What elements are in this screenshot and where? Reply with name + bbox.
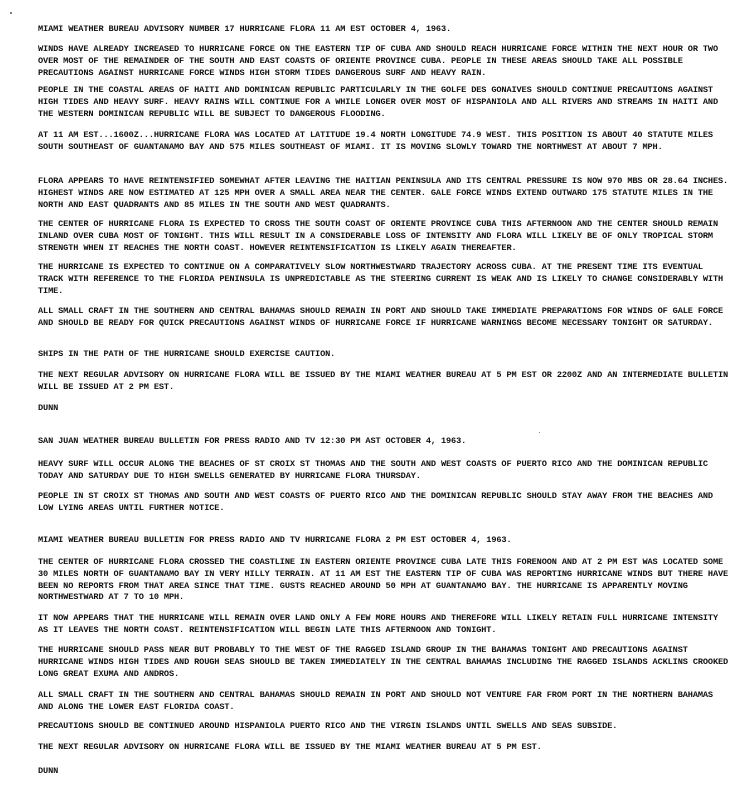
bulletin-signature: DUNN: [38, 766, 59, 776]
advisory-paragraph: THE HURRICANE IS EXPECTED TO CONTINUE ON A COMPARATIVELY SLOW NORTHWESTWARD TRAJECTORY ACROSS CUBA. AT THE PRESENT TIME ITS EVENTUAL TRACK WITH REFERENCE TO THE FLORIDA PENINSULA IS UNPREDICTABLE AS THE STEERING CURRENT IS WEAK AND IS LIKELY TO CHANGE CONSIDERABLY WITH TIME.: [38, 262, 724, 296]
advisory-paragraph: WINDS HAVE ALREADY INCREASED TO HURRICANE FORCE ON THE EASTERN TIP OF CUBA AND SHOULD REACH HURRICANE FORCE WITHIN THE NEXT HOUR OR TWO OVER MOST OF THE REMAINDER OF THE SOUTH AND EAST COASTS OF ORIENTE PROVINCE CUBA. PEOPLE IN THESE AREAS SHOULD TAKE ALL POSSIBLE PRECAUTIONS AGAINST HURRICANE FORCE WINDS HIGH STORM TIDES DANGEROUS SURF AND HEAVY RAIN.: [38, 44, 719, 78]
advisory-paragraph: AT 11 AM EST...1600Z...HURRICANE FLORA WAS LOCATED AT LATITUDE 19.4 NORTH LONGITUDE 74.9 WEST. THIS POSITION IS ABOUT 40 STATUTE MILES SOUTH SOUTHEAST OF GUANTANAMO BAY AND 575 MILES SOUTHEAST OF MIAMI. IT IS MOVING SLOWLY TOWARD THE NORTHWEST AT ABOUT 7 MPH.: [38, 130, 713, 152]
bulletin-paragraph: PEOPLE IN ST CROIX ST THOMAS AND SOUTH AND WEST COASTS OF PUERTO RICO AND THE DOMINICAN REPUBLIC SHOULD STAY AWAY FROM THE BEACHES AND LOW LYING AREAS UNTIL FURTHER NOTICE.: [38, 491, 713, 513]
bulletin-paragraph: IT NOW APPEARS THAT THE HURRICANE WILL REMAIN OVER LAND ONLY A FEW MORE HOURS AND THEREFORE WILL LIKELY RETAIN FULL HURRICANE INTENSITY AS IT LEAVES THE NORTH COAST. REINTENSIFICATION WILL BEGIN LATE THIS AFTERNOON AND TONIGHT.: [38, 613, 719, 635]
bulletin-paragraph: ALL SMALL CRAFT IN THE SOUTHERN AND CENTRAL BAHAMAS SHOULD REMAIN IN PORT AND SHOULD NOT VENTURE FAR FROM PORT IN THE NORTHERN BAHAMAS AND ALONG THE LOWER EAST FLORIDA COAST.: [38, 690, 713, 712]
advisory-paragraph: ALL SMALL CRAFT IN THE SOUTHERN AND CENTRAL BAHAMAS SHOULD REMAIN IN PORT AND SHOULD TAKE IMMEDIATE PREPARATIONS FOR WINDS OF GALE FORCE AND SHOULD BE READY FOR QUICK PRECAUTIONS AGAINST WINDS OF HURRICANE FORCE IF HURRICANE WARNINGS BECOME NECESSARY TONIGHT OR SATURDAY.: [38, 306, 724, 328]
scan-speck: [539, 432, 540, 433]
advisory-paragraph: THE CENTER OF HURRICANE FLORA IS EXPECTED TO CROSS THE SOUTH COAST OF ORIENTE PROVINCE CUBA THIS AFTERNOON AND THE CENTER SHOULD REMAIN INLAND OVER CUBA MOST OF TONIGHT. THIS WILL RESULT IN A CONSIDERABLE LOSS OF INTENSITY AND FLORA WILL LIKELY BE OF ONLY TROPICAL STORM STRENGTH WHEN IT REACHES THE NORTH COAST. HOWEVER REINTENSIFICATION IS LIKELY AGAIN THEREAFTER.: [38, 219, 719, 253]
advisory-paragraph: THE NEXT REGULAR ADVISORY ON HURRICANE FLORA WILL BE ISSUED BY THE MIAMI WEATHER BUREAU AT 5 PM EST OR 2200Z AND AN INTERMEDIATE BULLETIN WILL BE ISSUED AT 2 PM EST.: [38, 370, 729, 392]
advisory-header: MIAMI WEATHER BUREAU ADVISORY NUMBER 17 HURRICANE FLORA 11 AM EST OCTOBER 4, 1963.: [38, 24, 452, 34]
advisory-signature: DUNN: [38, 403, 59, 413]
bulletin-paragraph: THE NEXT REGULAR ADVISORY ON HURRICANE FLORA WILL BE ISSUED BY THE MIAMI WEATHER BUREAU AT 5 PM EST.: [38, 742, 542, 752]
bulletin-paragraph: THE HURRICANE SHOULD PASS NEAR BUT PROBABLY TO THE WEST OF THE RAGGED ISLAND GROUP IN THE BAHAMAS TONIGHT AND PRECAUTIONS AGAINST HURRICANE WINDS HIGH TIDES AND ROUGH SEAS SHOULD BE TAKEN IMMEDIATELY IN THE CENTRAL BAHAMAS INCLUDING THE RAGGED ISLANDS ACKLINS CROOKED LONG GREAT EXUMA AND ANDROS.: [38, 645, 729, 679]
scan-speck: [10, 12, 12, 14]
bulletin-paragraph: HEAVY SURF WILL OCCUR ALONG THE BEACHES OF ST CROIX ST THOMAS AND THE SOUTH AND WEST COASTS OF PUERTO RICO AND THE DOMINICAN REPUBLIC TODAY AND SATURDAY DUE TO HIGH SWELLS GENERATED BY HURRICANE FLORA THURSDAY.: [38, 459, 708, 481]
bulletin-paragraph: THE CENTER OF HURRICANE FLORA CROSSED THE COASTLINE IN EASTERN ORIENTE PROVINCE CUBA LATE THIS FORENOON AND AT 2 PM EST WAS LOCATED SOME 30 MILES NORTH OF GUANTANAMO BAY IN VERY HILLY TERRAIN. AT 11 AM EST THE EASTERN TIP OF CUBA WAS REPORTING HURRICANE WINDS BUT THERE HAVE BEEN NO REPORTS FROM THAT AREA SINCE THAT TIME. GUSTS REACHED AROUND 50 MPH AT GUANTANAMO BAY. THE HURRICANE IS APPARENTLY MOVING NORTHWESTWARD AT 7 TO 10 MPH.: [38, 557, 729, 603]
advisory-paragraph: SHIPS IN THE PATH OF THE HURRICANE SHOULD EXERCISE CAUTION.: [38, 349, 336, 359]
advisory-paragraph: FLORA APPEARS TO HAVE REINTENSIFIED SOMEWHAT AFTER LEAVING THE HAITIAN PENINSULA AND ITS CENTRAL PRESSURE IS NOW 970 MBS OR 28.64 INCHES. HIGHEST WINDS ARE NOW ESTIMATED AT 125 MPH OVER A SMALL AREA NEAR THE CENTER. GALE FORCE WINDS EXTEND OUTWARD 175 STATUTE MILES IN THE NORTH AND EAST QUADRANTS AND 85 MILES IN THE SOUTH AND WEST QUADRANTS.: [38, 176, 729, 210]
bulletin-header: MIAMI WEATHER BUREAU BULLETIN FOR PRESS RADIO AND TV HURRICANE FLORA 2 PM EST OCTOBER 4, 1963.: [38, 535, 512, 545]
bulletin-header: SAN JUAN WEATHER BUREAU BULLETIN FOR PRESS RADIO AND TV 12:30 PM AST OCTOBER 4, 1963.: [38, 436, 467, 446]
bulletin-paragraph: PRECAUTIONS SHOULD BE CONTINUED AROUND HISPANIOLA PUERTO RICO AND THE VIRGIN ISLANDS UNTIL SWELLS AND SEAS SUBSIDE.: [38, 721, 618, 731]
advisory-paragraph: PEOPLE IN THE COASTAL AREAS OF HAITI AND DOMINICAN REPUBLIC PARTICULARLY IN THE GOLFE DES GONAIVES SHOULD CONTINUE PRECAUTIONS AGAINST HIGH TIDES AND HEAVY SURF. HEAVY RAINS WILL CONTINUE FOR A WHILE LONGER OVER MOST OF HISPANIOLA AND ALL RIVERS AND STREAMS IN HAITI AND THE WESTERN DOMINICAN REPUBLIC WILL BE SUBJECT TO DANGEROUS FLOODING.: [38, 85, 719, 119]
